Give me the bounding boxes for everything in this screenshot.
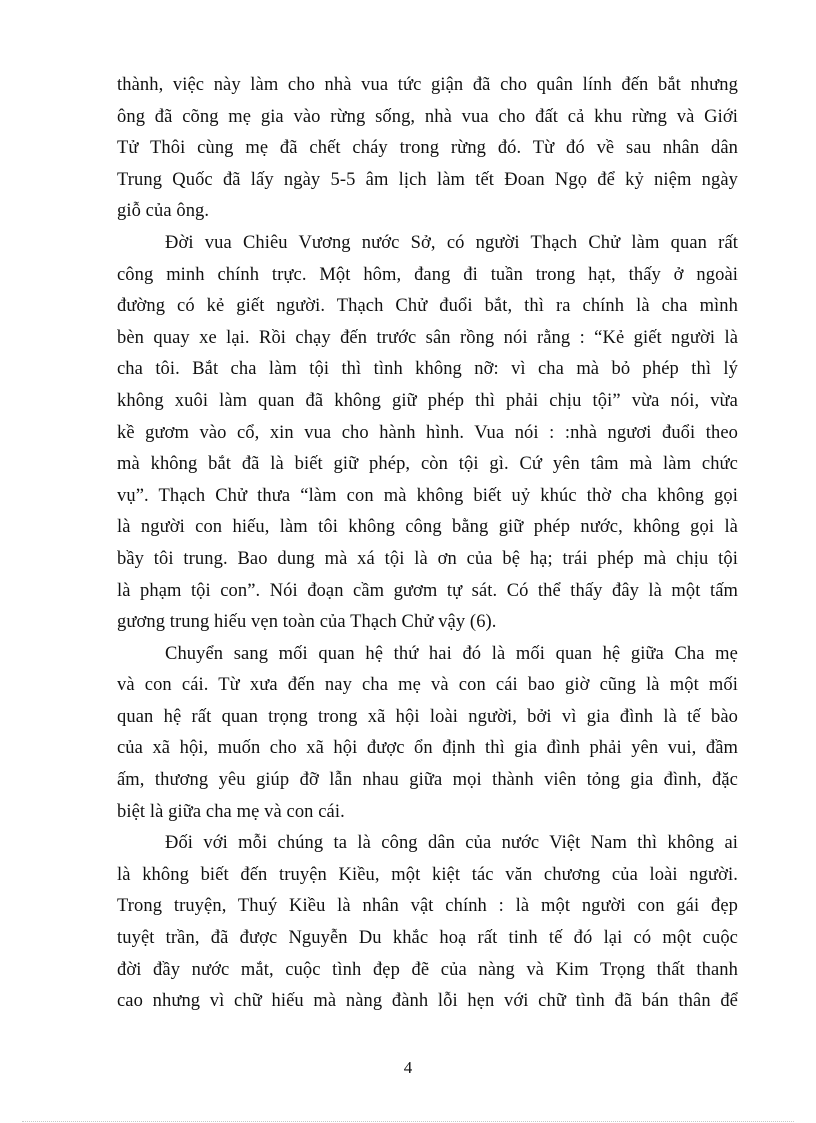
text-line: mà không bắt đã là biết giữ phép, còn tội gì. Cứ yên tâm mà làm chức (117, 454, 738, 475)
text-line: vụ”. Thạch Chử thưa “làm con mà không biết uỷ khúc thờ cha không gọi (117, 485, 738, 506)
text-line: Tử Thôi cùng mẹ đã chết cháy trong rừng đó. Từ đó về sau nhân dân (117, 138, 738, 159)
text-line: cao nhưng vì chữ hiếu mà nàng đành lỗi hẹn với chữ tình đã bán thân để (117, 991, 738, 1012)
paragraph-start-line: Chuyển sang mối quan hệ thứ hai đó là mối quan hệ giữa Cha mẹ (165, 643, 738, 664)
paragraph-start-line: Đời vua Chiêu Vương nước Sở, có người Thạch Chử làm quan rất (165, 232, 738, 253)
paragraph-start-line: Đối với mỗi chúng ta là công dân của nước Việt Nam thì không ai (165, 833, 738, 854)
text-line: giỗ của ông. (117, 201, 210, 222)
page-number: 4 (403, 1058, 413, 1077)
text-line: công minh chính trực. Một hôm, đang đi tuần trong hạt, thấy ở ngoài (117, 264, 738, 285)
text-line: quan hệ rất quan trọng trong xã hội loài người, bởi vì gia đình là tế bào (117, 706, 738, 727)
text-line: ông đã cõng mẹ gia vào rừng sống, nhà vua cho đất cả khu rừng và Giới (117, 106, 738, 127)
text-line: bầy tôi trung. Bao dung mà xá tội là ơn của bệ hạ; trái phép mà chịu tội (117, 548, 738, 569)
text-line: biệt là giữa cha mẹ và con cái. (117, 801, 345, 822)
document-body (117, 70, 738, 1018)
text-line: và con cái. Từ xưa đến nay cha mẹ và con cái bao giờ cũng là một mối (117, 675, 738, 696)
text-line: tuyệt trần, đã được Nguyễn Du khắc hoạ rất tinh tế đó lại có một cuộc (117, 928, 738, 949)
text-line: không xuôi làm quan đã không giữ phép thì phải chịu tội” vừa nói, vừa (117, 390, 738, 411)
text-line: đường có kẻ giết người. Thạch Chử đuổi bắt, thì ra chính là cha mình (117, 296, 738, 317)
text-line: là phạm tội con”. Nói đoạn cầm gươm tự sát. Có thể thấy đây là một tấm (117, 580, 738, 601)
text-line: là người con hiếu, làm tôi không công bằng giữ phép nước, không gọi là (117, 517, 738, 538)
text-line: ấm, thương yêu giúp đỡ lẫn nhau giữa mọi thành viên tỏng gia đình, đặc (117, 770, 738, 791)
text-line: cha tôi. Bắt cha làm tội thì tình không nỡ: vì cha mà bỏ phép thì lý (117, 359, 738, 380)
text-line: của xã hội, muốn cho xã hội được ổn định thì gia đình phải yên vui, đầm (117, 738, 738, 759)
text-line: gương trung hiếu vẹn toàn của Thạch Chử vậy (6). (117, 612, 497, 633)
text-line: Trong truyện, Thuý Kiều là nhân vật chính : là một người con gái đẹp (117, 896, 738, 917)
text-line: đời đầy nước mắt, cuộc tình đẹp đẽ của nàng và Kim Trọng thất thanh (117, 959, 738, 980)
text-line: kề gươm vào cổ, xin vua cho hành hình. Vua nói : :nhà ngươi đuổi theo (117, 422, 738, 443)
text-line: là không biết đến truyện Kiều, một kiệt tác văn chương của loài người. (117, 864, 738, 885)
page-bottom-divider (22, 1121, 794, 1122)
text-line: thành, việc này làm cho nhà vua tức giận đã cho quân lính đến bắt nhưng (117, 75, 738, 95)
text-line: bèn quay xe lại. Rồi chạy đến trước sân rồng nói rằng : “Kẻ giết người là (117, 327, 738, 348)
text-line: Trung Quốc đã lấy ngày 5-5 âm lịch làm tết Đoan Ngọ để kỷ niệm ngày (117, 169, 738, 190)
